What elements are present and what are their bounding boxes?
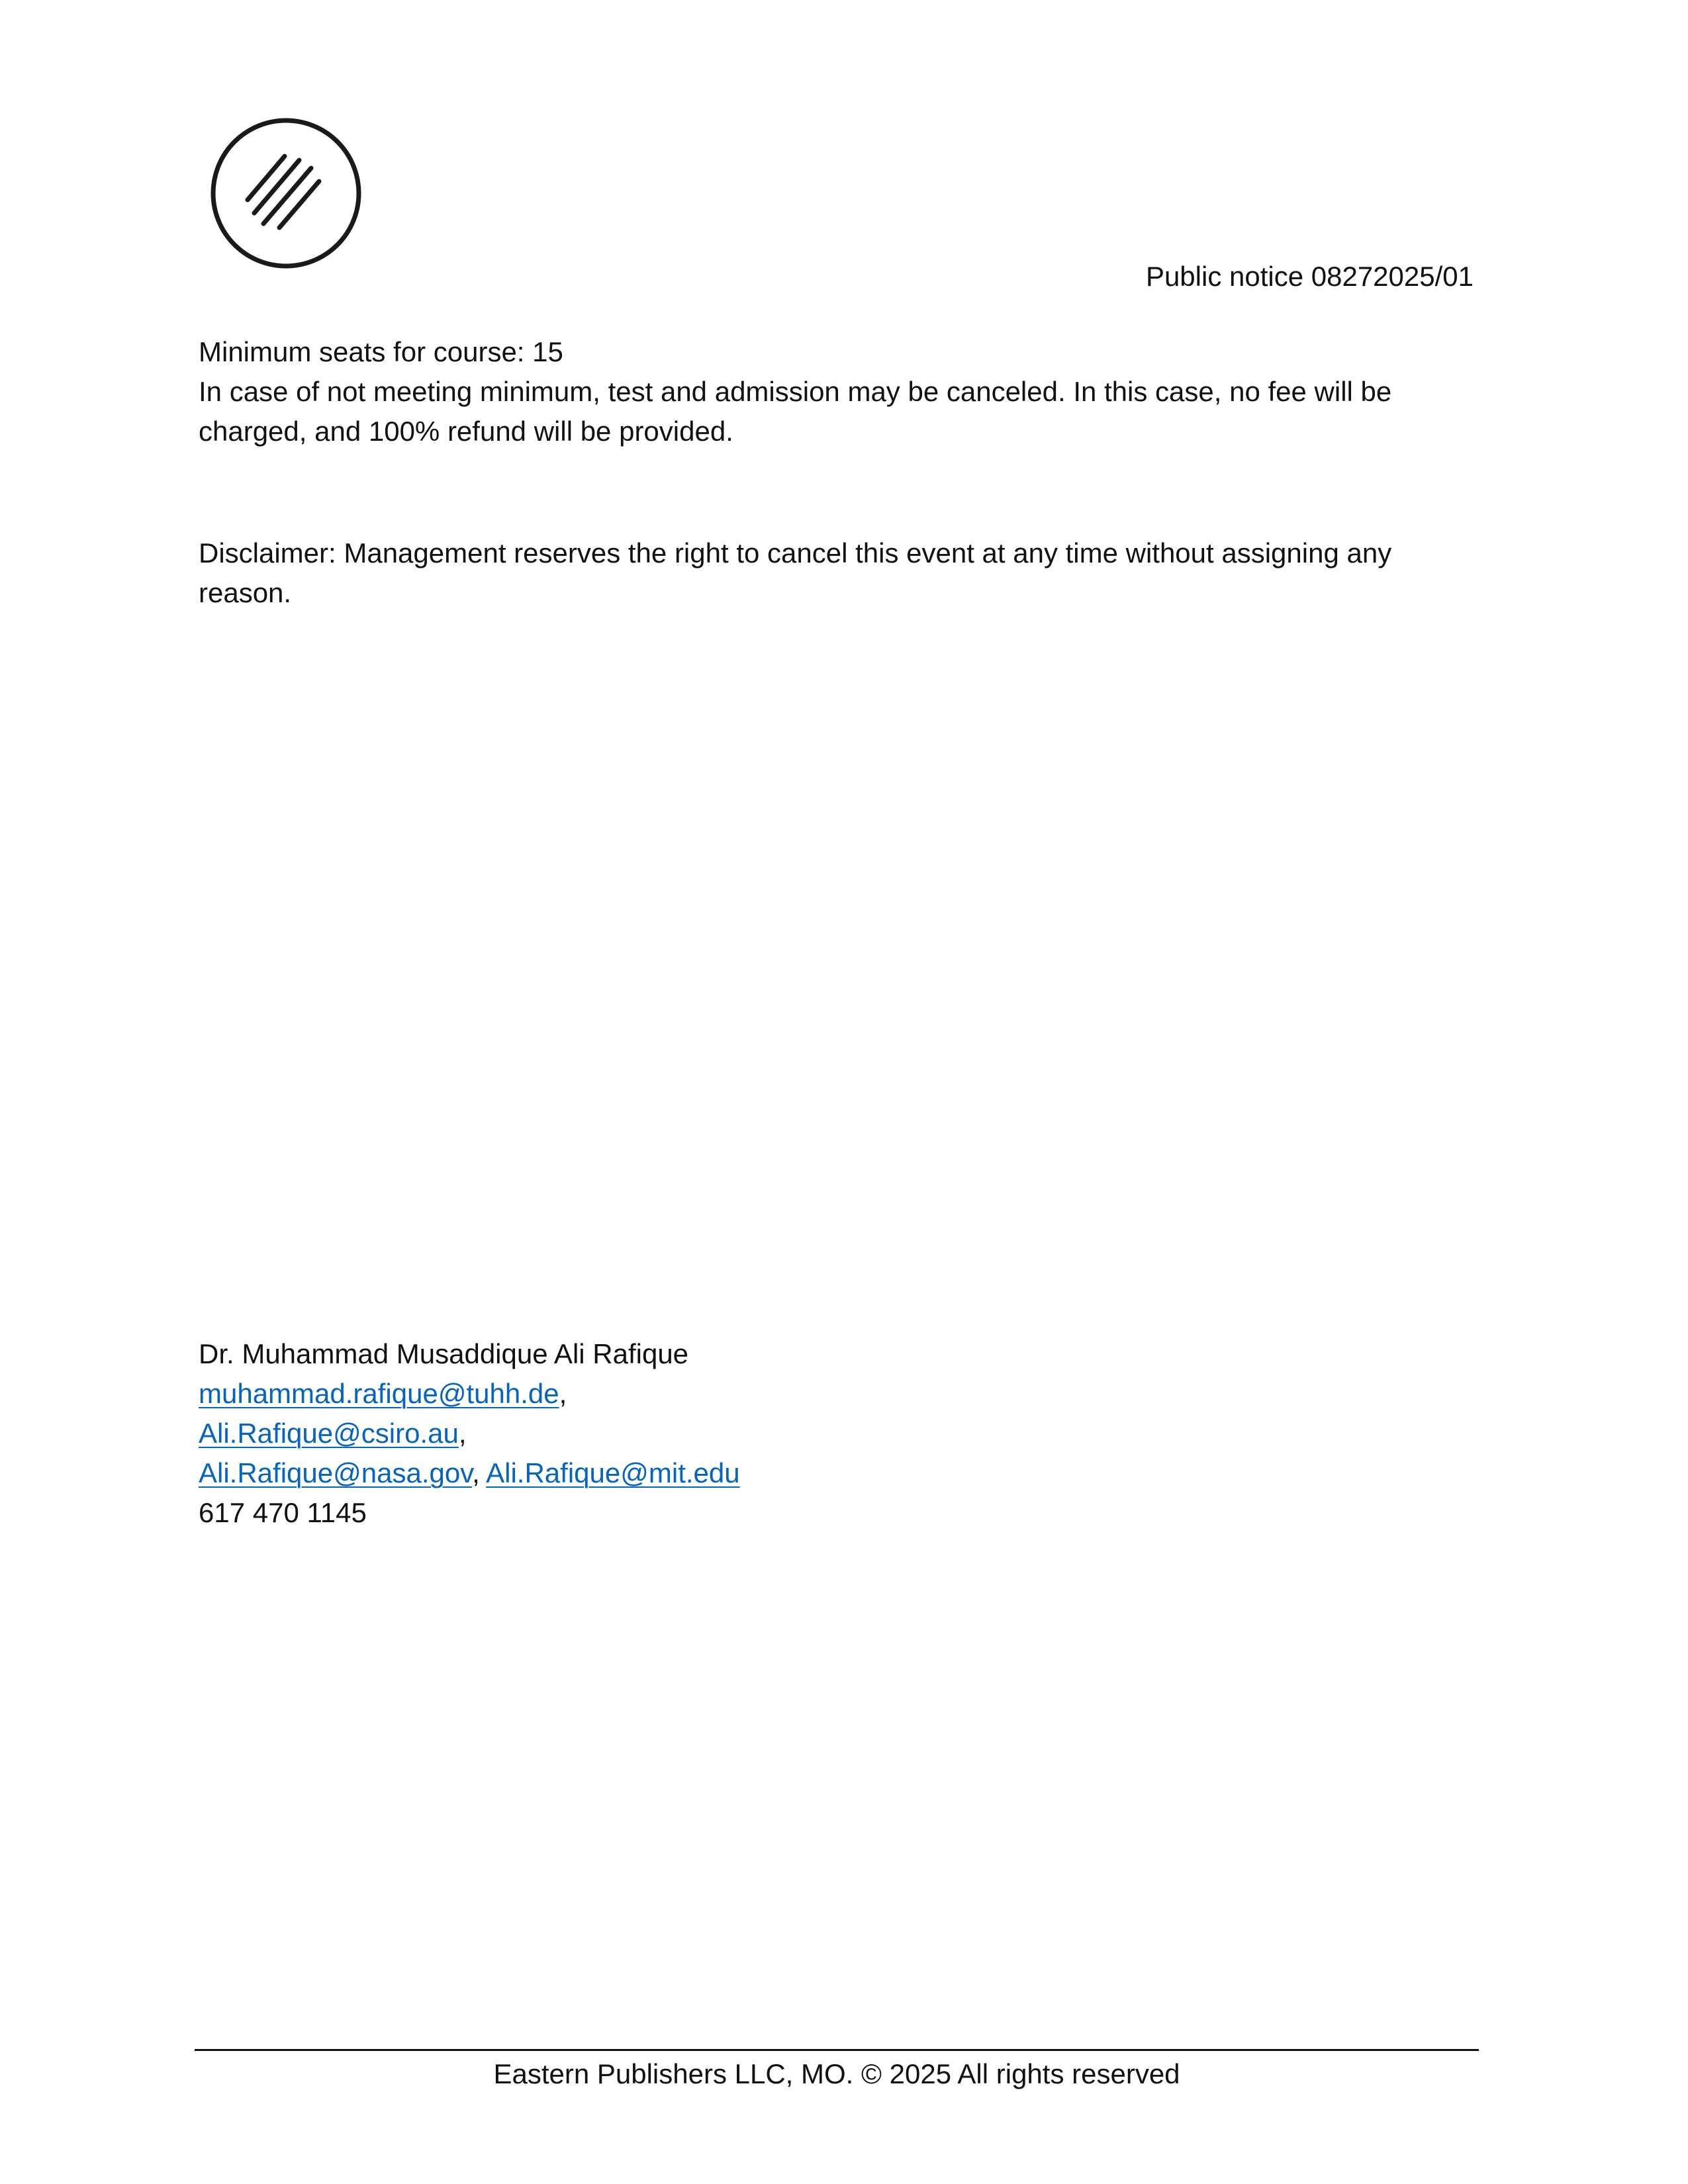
public-notice-id: Public notice 08272025/01 <box>1145 261 1474 292</box>
contact-email-line-2 <box>199 1414 1476 1453</box>
email-link-mit[interactable]: Ali.Rafique@mit.edu <box>486 1457 740 1488</box>
email-link-tuhh[interactable]: muhammad.rafique@tuhh.de <box>199 1378 559 1409</box>
footer-divider <box>195 2049 1479 2051</box>
contact-email-line-3 <box>199 1453 1476 1493</box>
disclaimer-section <box>199 533 1476 613</box>
contact-name: Dr. Muhammad Musaddique Ali Rafique <box>199 1338 689 1369</box>
course-info-section <box>199 332 1476 451</box>
contact-email-line-1 <box>199 1374 1476 1414</box>
contact-phone: 617 470 1145 <box>199 1497 367 1528</box>
email-separator: , <box>472 1457 480 1488</box>
cancellation-policy: In case of not meeting minimum, test and admission may be canceled. In this case, no fee will be charged, and 100% refund will be provided. <box>199 376 1392 447</box>
disclaimer-text: Disclaimer: Management reserves the right to cancel this event at any time without assigning any reason. <box>199 537 1392 608</box>
minimum-seats: Minimum seats for course: 15 <box>199 336 563 367</box>
email-link-csiro[interactable]: Ali.Rafique@csiro.au <box>199 1418 459 1449</box>
contact-section <box>199 1334 1476 1533</box>
circle-diagonal-lines-logo-icon <box>207 114 365 273</box>
email-separator: , <box>559 1378 567 1409</box>
footer-copyright: Eastern Publishers LLC, MO. © 2025 All rights reserved <box>493 2058 1180 2089</box>
email-separator: , <box>458 1418 467 1449</box>
email-link-nasa[interactable]: Ali.Rafique@nasa.gov <box>199 1457 473 1488</box>
